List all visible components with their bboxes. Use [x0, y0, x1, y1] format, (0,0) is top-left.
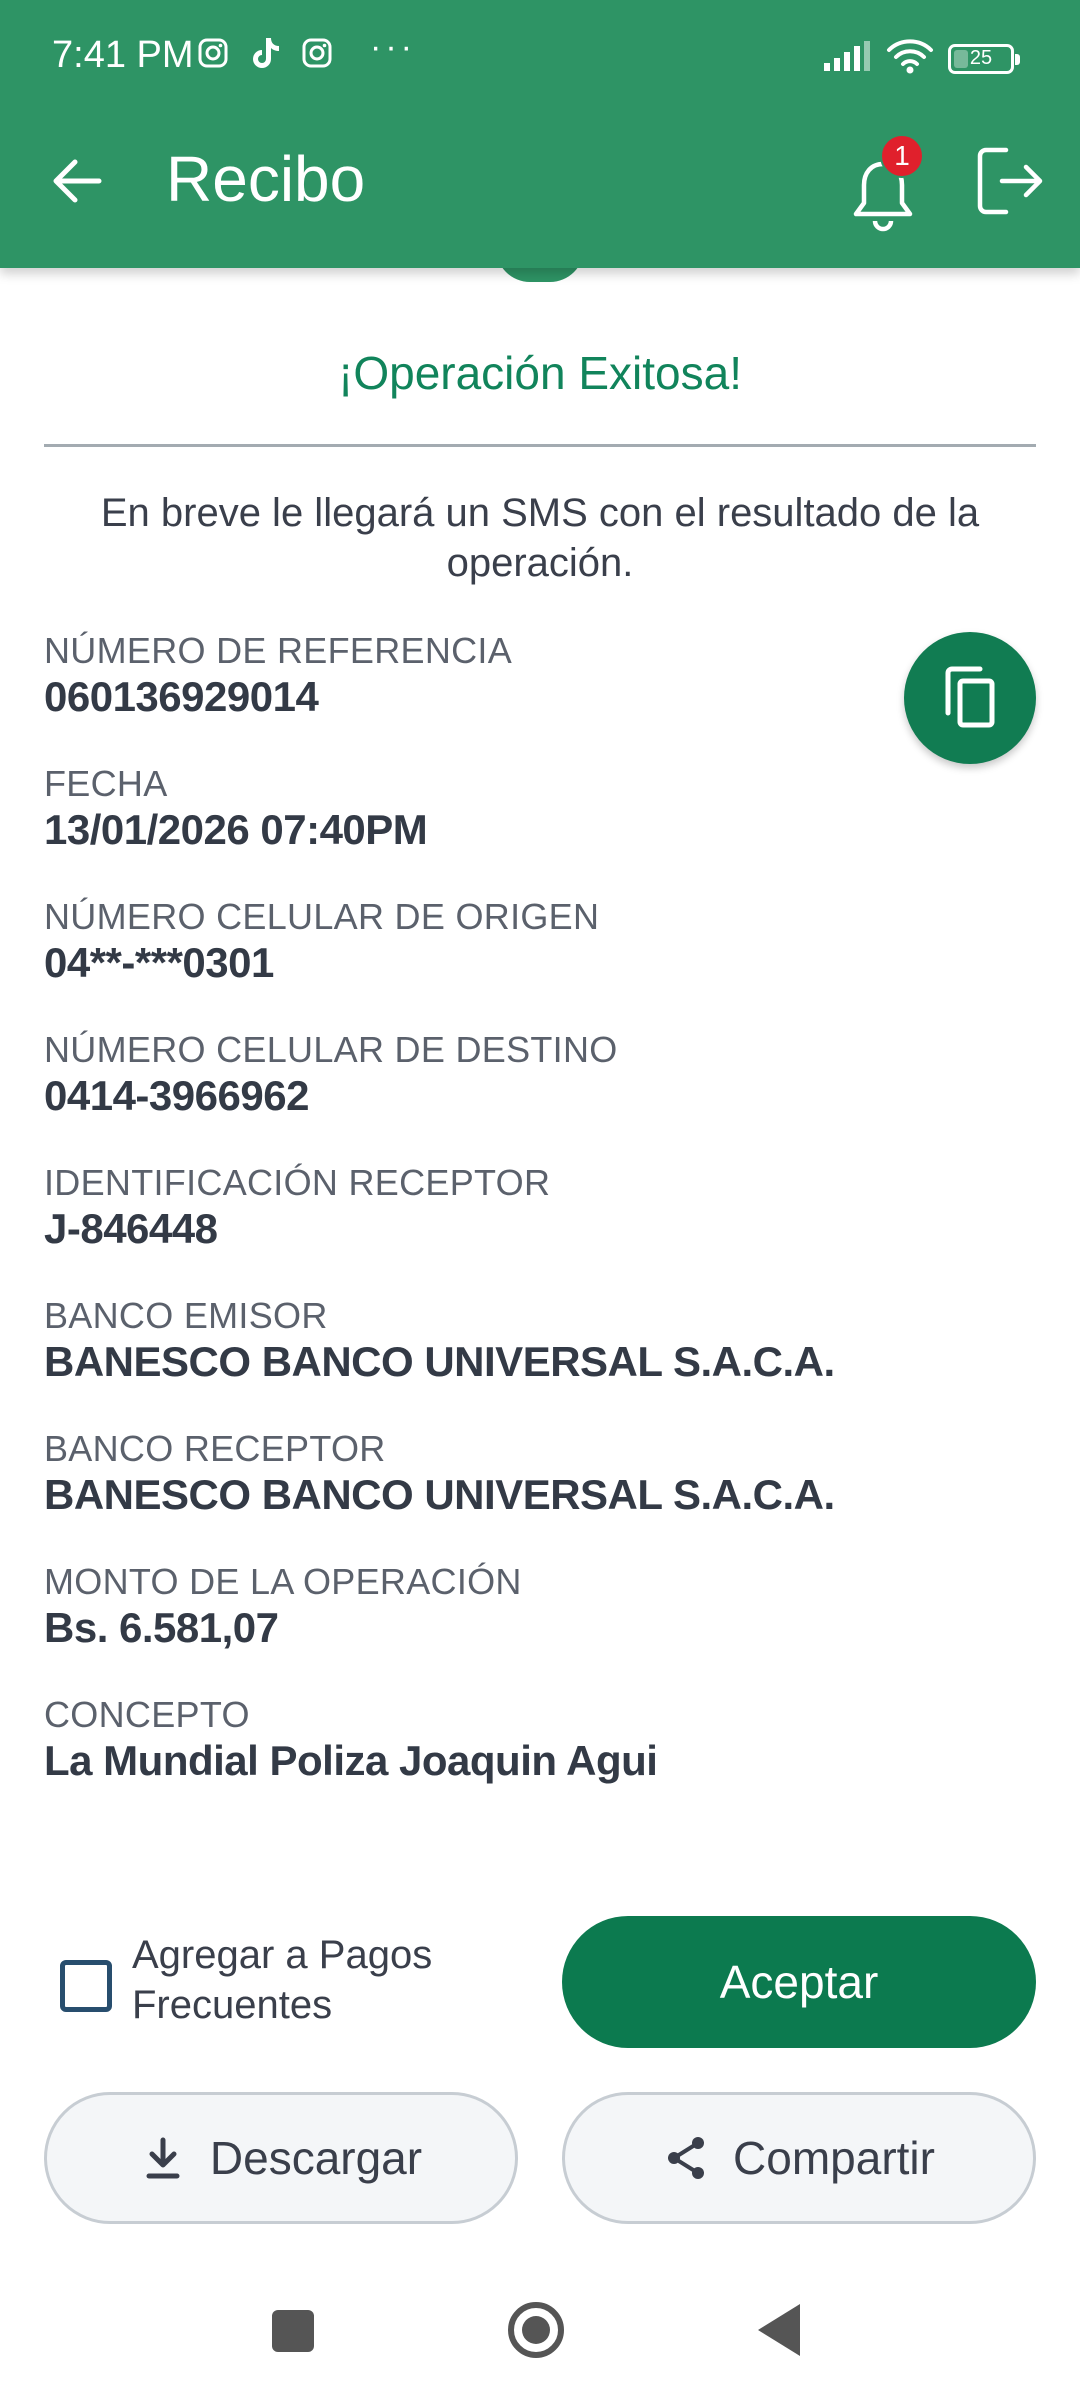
field-label: FECHA — [44, 763, 168, 804]
instagram-icon — [300, 36, 334, 70]
field-label: NÚMERO CELULAR DE ORIGEN — [44, 896, 600, 937]
page-title: Recibo — [166, 143, 366, 215]
share-icon — [663, 2135, 709, 2181]
app-header — [0, 0, 1080, 268]
copy-icon — [940, 665, 1000, 731]
field-receiver-id — [44, 1162, 944, 1254]
frequent-payments-checkbox[interactable] — [60, 1960, 112, 2012]
download-icon — [140, 2135, 186, 2181]
arrow-left-icon — [51, 158, 103, 204]
logout-button[interactable] — [976, 146, 1056, 226]
field-value: BANESCO BANCO UNIVERSAL S.A.C.A. — [44, 1471, 835, 1518]
field-value: 060136929014 — [44, 673, 319, 720]
field-value: 04**-***0301 — [44, 939, 274, 986]
field-value: Bs. 6.581,07 — [44, 1604, 279, 1651]
back-button[interactable] — [42, 146, 112, 216]
field-label: BANCO RECEPTOR — [44, 1428, 386, 1469]
field-value: J-846448 — [44, 1205, 218, 1252]
download-button[interactable] — [44, 2092, 518, 2224]
field-label: CONCEPTO — [44, 1694, 250, 1735]
signal-icon — [822, 41, 872, 76]
sms-note: En breve le llegará un SMS con el resultado de la operación. — [100, 491, 980, 585]
wifi-icon — [886, 38, 934, 79]
notification-badge: 1 — [880, 134, 924, 178]
share-button[interactable] — [562, 2092, 1036, 2224]
recents-button[interactable] — [272, 2310, 314, 2352]
battery-level: 25 — [969, 47, 993, 69]
status-time: 7:41 PM — [52, 34, 194, 76]
system-back-button[interactable] — [758, 2304, 800, 2356]
more-notifications-icon: ··· — [370, 27, 416, 66]
logout-icon — [976, 146, 1046, 216]
field-issuing-bank — [44, 1295, 944, 1387]
field-label: NÚMERO CELULAR DE DESTINO — [44, 1029, 618, 1070]
field-concept — [44, 1694, 944, 1786]
tiktok-icon — [248, 36, 282, 70]
status-right — [822, 38, 1014, 79]
field-reference-number — [44, 630, 944, 722]
download-label: Descargar — [209, 2132, 423, 2184]
field-date — [44, 763, 944, 855]
home-button[interactable] — [508, 2302, 564, 2358]
status-bar — [0, 0, 1080, 112]
system-navigation-bar — [0, 2270, 1080, 2400]
success-title: ¡Operación Exitosa! — [338, 347, 742, 399]
battery-icon — [948, 44, 1014, 74]
copy-button[interactable] — [904, 632, 1036, 764]
field-receiving-bank — [44, 1428, 944, 1520]
field-value: La Mundial Poliza Joaquin Agui — [44, 1737, 658, 1784]
field-amount — [44, 1561, 944, 1653]
field-label: NÚMERO DE REFERENCIA — [44, 630, 513, 671]
field-value: BANESCO BANCO UNIVERSAL S.A.C.A. — [44, 1338, 835, 1385]
toolbar — [0, 112, 1080, 268]
instagram-icon — [196, 36, 230, 70]
field-label: BANCO EMISOR — [44, 1295, 328, 1336]
divider — [44, 444, 1036, 447]
field-value: 13/01/2026 07:40PM — [44, 806, 428, 853]
field-value: 0414-3966962 — [44, 1072, 309, 1119]
field-origin-phone — [44, 896, 944, 988]
field-label: IDENTIFICACIÓN RECEPTOR — [44, 1162, 551, 1203]
frequent-payments-toggle[interactable] — [60, 1930, 492, 2030]
accept-button[interactable]: Aceptar — [562, 1916, 1036, 2048]
status-app-icons — [196, 27, 416, 70]
field-label: MONTO DE LA OPERACIÓN — [44, 1561, 522, 1602]
share-label: Compartir — [733, 2132, 935, 2184]
frequent-payments-label: Agregar a Pagos Frecuentes — [132, 1933, 433, 2027]
battery-fill — [954, 50, 968, 68]
field-destination-phone — [44, 1029, 944, 1121]
